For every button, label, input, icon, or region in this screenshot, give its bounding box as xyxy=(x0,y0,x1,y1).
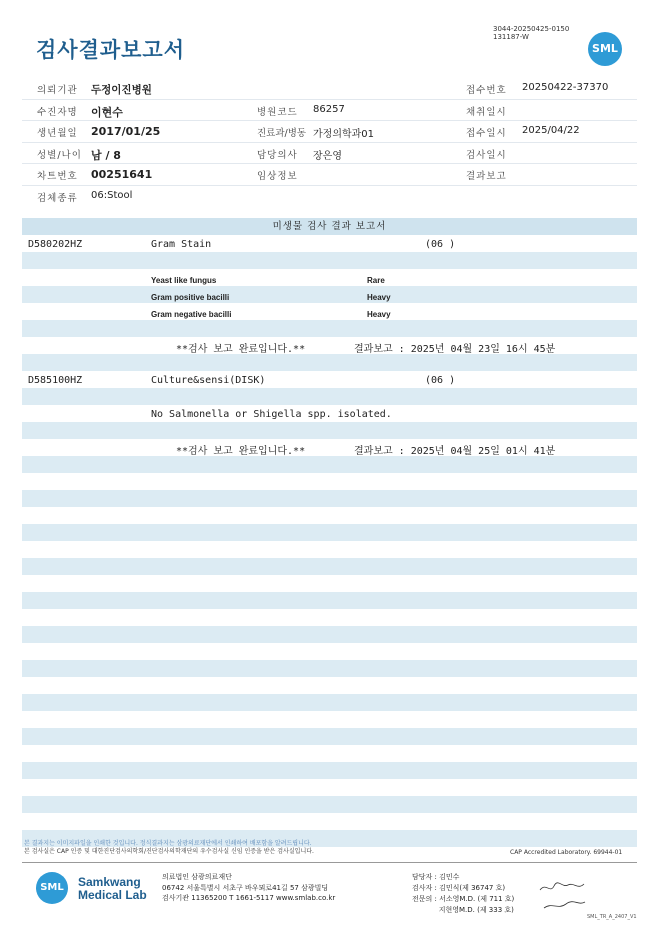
organism-amount: Heavy xyxy=(367,293,391,302)
stripe-row xyxy=(22,592,637,609)
report-timestamp: 결과보고 : 2025년 04월 25일 01시 41분 xyxy=(354,446,556,457)
patient-info xyxy=(22,78,637,206)
samkwang-wordmark xyxy=(78,876,147,902)
clinical-label: 임상정보 xyxy=(257,171,298,182)
organism-amount: Rare xyxy=(367,276,385,285)
sex-age-value: 남 / 8 xyxy=(91,148,121,162)
hospital-code-label: 병원코드 xyxy=(257,106,298,118)
stripe-row xyxy=(22,728,637,745)
info-row-6 xyxy=(22,186,637,207)
institution-label: 의뢰기관 xyxy=(37,85,78,96)
receipt-no-label: 접수번호 xyxy=(466,85,507,96)
address-line2: 06742 서울특별시 서초구 바우뫼로41길 57 삼광빌딩 xyxy=(162,883,329,892)
stripe-row xyxy=(22,303,637,320)
stripe-row xyxy=(22,422,637,439)
specimen-value: 06:Stool xyxy=(91,189,133,201)
organism-name: Gram positive bacilli xyxy=(151,293,230,302)
stripe-row xyxy=(22,456,637,473)
stripe-row xyxy=(22,252,637,269)
collect-date-label: 채취일시 xyxy=(466,106,507,118)
stripe-row xyxy=(22,269,637,286)
specimen-label: 검체종류 xyxy=(37,192,78,204)
patient-label: 수진자명 xyxy=(37,106,78,118)
stripe-row xyxy=(22,490,637,507)
specimen-code: (06 ) xyxy=(425,239,456,250)
dob-label: 생년월일 xyxy=(37,128,78,139)
document-id xyxy=(493,25,569,41)
stripe-row xyxy=(22,354,637,371)
result-stripes xyxy=(22,218,637,847)
lab-address xyxy=(162,872,335,904)
cap-accreditation: CAP Accredited Laboratory. 69944-01 xyxy=(510,849,623,856)
stripe-row xyxy=(22,762,637,779)
report-complete-text: **검사 보고 완료입니다.** xyxy=(176,446,306,457)
stripe-row xyxy=(22,643,637,660)
form-code: SML_TR_A_2407_V1 xyxy=(587,914,637,920)
organism-name: Yeast like fungus xyxy=(151,276,217,285)
document-id-line1: 3044-20250425-0150 xyxy=(493,25,570,33)
notice-line2: 본 검사실은 CAP 인증 및 대한진단검사의학회/진단검사의학재단의 우수검사실 신임 인증을 받은 검사실입니다. xyxy=(24,848,314,855)
stripe-row xyxy=(22,694,637,711)
stripe-row xyxy=(22,609,637,626)
stripe-row xyxy=(22,779,637,796)
info-row-2 xyxy=(22,100,637,122)
stripe-row xyxy=(22,575,637,592)
info-row-4 xyxy=(22,143,637,165)
stripe-row xyxy=(22,235,637,252)
address-line3: 검사기관 11365200 T 1661-5117 www.smlab.co.kr xyxy=(162,894,336,902)
sex-age-label: 성별/나이 xyxy=(37,149,82,161)
stripe-row xyxy=(22,796,637,813)
culture-result: No Salmonella or Shigella spp. isolated. xyxy=(151,409,392,420)
address-line1: 의료법인 삼광의료재단 xyxy=(162,873,232,881)
organism-name: Gram negative bacilli xyxy=(151,310,232,319)
test-code: D580202HZ xyxy=(28,239,83,250)
footer-divider xyxy=(22,862,637,863)
info-row-3 xyxy=(22,121,637,143)
receipt-date-label: 접수일시 xyxy=(466,128,507,139)
dept-value: 가정의학과01 xyxy=(313,129,375,140)
receipt-no-value: 20250422-37370 xyxy=(522,82,609,93)
wordmark-line1: Samkwang xyxy=(78,875,141,889)
report-timestamp: 결과보고 : 2025년 04월 23일 16시 45분 xyxy=(354,344,556,355)
page-title: 검사결과보고서 xyxy=(36,38,186,62)
organism-amount: Heavy xyxy=(367,310,391,319)
stripe-row xyxy=(22,745,637,762)
doctor-label: 담당의사 xyxy=(257,149,298,161)
signatories xyxy=(412,872,514,916)
hospital-code-value: 86257 xyxy=(313,103,345,115)
test-date-label: 검사일시 xyxy=(466,149,507,161)
stripe-row xyxy=(22,371,637,388)
test-name: Gram Stain xyxy=(151,239,212,250)
signatory-line: 지현영M.D. (제 333 호) xyxy=(412,906,514,914)
stripe-row xyxy=(22,558,637,575)
notice-line1: 본 결과지는 이미지파일을 인쇄한 것입니다. 정식결과지는 삼광의료재단에서 인쇄하여 배포함을 알려드립니다. xyxy=(24,840,312,847)
institution-value: 두정이진병원 xyxy=(91,84,152,96)
footer-sml-logo: SML xyxy=(36,872,68,904)
signatory-line: 전문의 : 서소영M.D. (제 711 호) xyxy=(412,895,515,903)
info-row-5 xyxy=(22,164,637,186)
signatory-line: 담당자 : 김민수 xyxy=(412,873,460,881)
doctor-value: 장은영 xyxy=(313,150,342,162)
patient-value: 이현수 xyxy=(91,105,123,119)
stripe-row xyxy=(22,711,637,728)
stripe-row xyxy=(22,507,637,524)
stripe-row xyxy=(22,541,637,558)
stripe-row xyxy=(22,677,637,694)
stripe-row xyxy=(22,473,637,490)
dept-label: 진료과/병동 xyxy=(257,128,307,139)
stripe-row xyxy=(22,388,637,405)
stripe-row xyxy=(22,660,637,677)
footer-notice xyxy=(24,840,314,856)
specimen-code: (06 ) xyxy=(425,375,456,386)
report-label: 결과보고 xyxy=(466,171,507,182)
wordmark-line2: Medical Lab xyxy=(78,888,147,902)
chart-no-label: 차트번호 xyxy=(37,171,78,182)
chart-no-value: 00251641 xyxy=(91,168,153,181)
stripe-row xyxy=(22,813,637,830)
report-complete-text: **검사 보고 완료입니다.** xyxy=(176,344,306,355)
report-section-title: 미생물 검사 결과 보고서 xyxy=(22,218,637,235)
stripe-row xyxy=(22,320,637,337)
stripe-row xyxy=(22,524,637,541)
handwritten-signature xyxy=(538,876,588,914)
sml-logo: SML xyxy=(588,32,622,66)
receipt-date-value: 2025/04/22 xyxy=(522,125,580,136)
stripe-row xyxy=(22,286,637,303)
signatory-line: 검사자 : 김민식(제 36747 호) xyxy=(412,884,506,892)
test-name: Culture&sensi(DISK) xyxy=(151,375,266,386)
test-code: D585100HZ xyxy=(28,375,83,386)
info-row-1 xyxy=(22,78,637,100)
stripe-row xyxy=(22,626,637,643)
dob-value: 2017/01/25 xyxy=(91,125,161,138)
document-id-line2: 131187-W xyxy=(493,33,529,41)
